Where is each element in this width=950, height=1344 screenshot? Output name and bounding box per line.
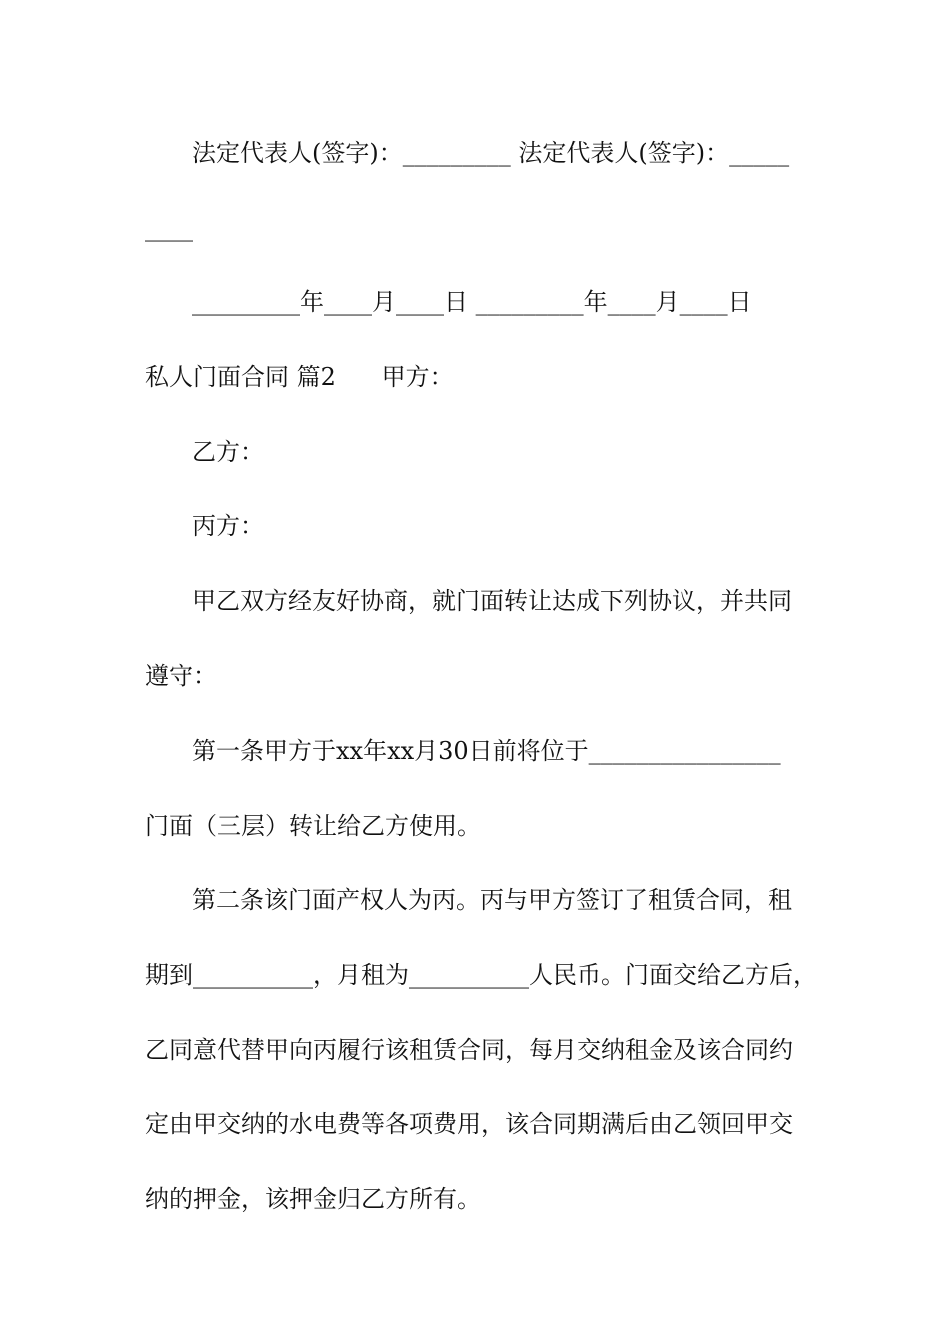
clause-line: 门面（三层）转让给乙方使用。 xyxy=(145,812,481,840)
date-line: _________年____月____日 _________年____月____日 xyxy=(192,288,752,316)
clause-line: 期到__________，月租为__________人民币。门面交给乙方后， xyxy=(145,961,817,989)
paragraph-line: 甲乙双方经友好协商，就门面转让达成下列协议，并共同 xyxy=(192,587,792,615)
clause-line: 乙同意代替甲向丙履行该租赁合同，每月交纳租金及该合同约 xyxy=(145,1036,793,1064)
party-c-label: 丙方： xyxy=(192,512,264,540)
clause-line: 第一条甲方于xx年xx月30日前将位于________________ xyxy=(192,737,781,765)
signature-line-continuation: ____ xyxy=(145,214,193,242)
section-heading: 私人门面合同 篇2 甲方： xyxy=(145,363,454,391)
paragraph-line: 遵守： xyxy=(145,662,217,690)
party-b-label: 乙方： xyxy=(192,438,264,466)
clause-line: 定由甲交纳的水电费等各项费用，该合同期满后由乙领回甲交 xyxy=(145,1110,793,1138)
signature-line: 法定代表人(签字)：_________ 法定代表人(签字)：_____ xyxy=(192,139,790,167)
clause-line: 第二条该门面产权人为丙。丙与甲方签订了租赁合同，租 xyxy=(192,886,792,914)
clause-line: 纳的押金，该押金归乙方所有。 xyxy=(145,1185,481,1213)
